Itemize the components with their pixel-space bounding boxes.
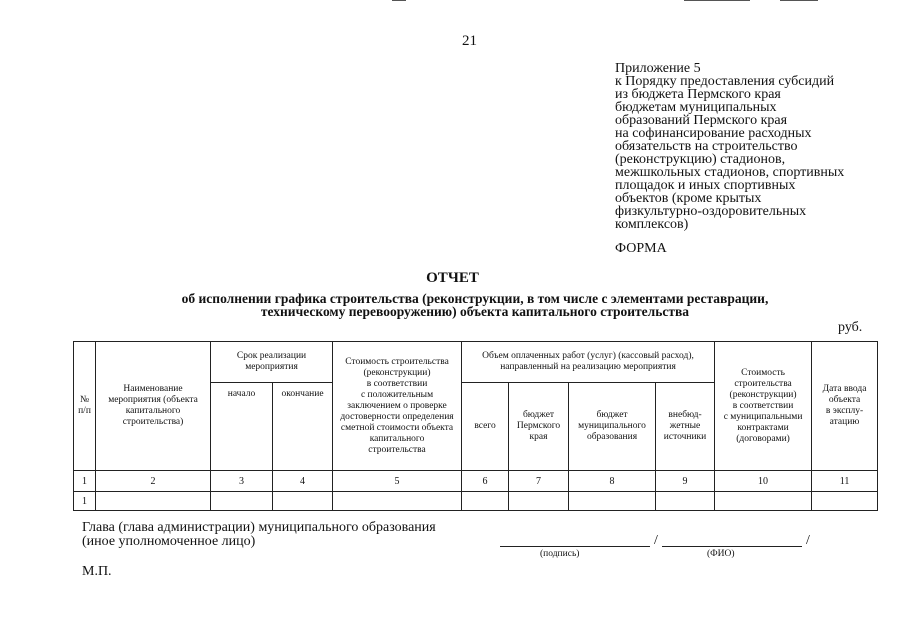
table-cell	[462, 492, 509, 511]
table-cell: 1	[74, 492, 96, 511]
page-number: 21	[462, 33, 477, 49]
signatory-line: (иное уполномоченное лицо)	[82, 534, 256, 549]
report-subtitle	[60, 292, 890, 318]
form-label: ФОРМА	[615, 241, 667, 256]
appendix-line: площадок и иных спортивных	[615, 178, 796, 193]
header-paid-group: Объем оплаченных работ (услуг) (кассовый расход), направленный на реализацию мероприятия	[462, 342, 715, 383]
appendix-line: (реконструкцию) стадионов,	[615, 152, 786, 167]
column-number: 10	[715, 471, 812, 492]
header-paid-municipal: бюджет муниципального образования	[569, 383, 656, 471]
appendix-header	[615, 62, 895, 231]
column-number: 8	[569, 471, 656, 492]
subtitle-line: об исполнении графика строительства (реконструкции, в том числе с элементами реставрации,	[181, 291, 769, 306]
appendix-line: обязательств на строительство	[615, 139, 798, 154]
signature-line	[500, 546, 650, 547]
column-number: 6	[462, 471, 509, 492]
column-number: 4	[273, 471, 333, 492]
table-cell	[273, 492, 333, 511]
subtitle-line: техническому перевооружению) объекта капитального строительства	[260, 304, 690, 319]
column-number: 2	[96, 471, 211, 492]
column-number: 9	[656, 471, 715, 492]
header-name: Наименование мероприятия (объекта капитального строительства)	[96, 342, 211, 471]
report-table	[73, 341, 878, 511]
table-cell	[715, 492, 812, 511]
seal-place: М.П.	[82, 564, 112, 579]
appendix-line: на софинансирование расходных	[615, 126, 812, 141]
table-row	[74, 492, 878, 511]
top-edge-line	[780, 0, 818, 1]
header-cost-contracts: Стоимость строительства (реконструкции) в соответствии с муниципальными контрактами (договорами)	[715, 342, 812, 471]
name-caption: (ФИО)	[707, 549, 735, 559]
table-cell	[812, 492, 878, 511]
table-cell	[656, 492, 715, 511]
header-period-group: Срок реализации мероприятия	[211, 342, 333, 383]
slash-separator: /	[806, 533, 810, 548]
appendix-line: физкультурно-оздоровительных	[615, 204, 807, 219]
appendix-line: Приложение 5	[615, 61, 701, 76]
table-cell	[333, 492, 462, 511]
report-title: ОТЧЕТ	[426, 270, 479, 286]
appendix-line: бюджетам муниципальных	[615, 100, 777, 115]
top-edge-line	[684, 0, 750, 1]
appendix-line: объектов (кроме крытых	[615, 191, 762, 206]
header-end: окончание	[273, 383, 333, 471]
column-number: 3	[211, 471, 273, 492]
signatory-title	[82, 521, 436, 549]
header-paid-total: всего	[462, 383, 509, 471]
column-number: 1	[74, 471, 96, 492]
header-paid-extrabudget: внебюд- жетные источники	[656, 383, 715, 471]
column-number: 7	[509, 471, 569, 492]
table-cell	[569, 492, 656, 511]
appendix-line: межшкольных стадионов, спортивных	[615, 165, 845, 180]
top-edge-line	[392, 0, 406, 1]
column-number: 11	[812, 471, 878, 492]
header-cost-expertise: Стоимость строительства (реконструкции) в соответствии с положительным заключением о проверке достоверности определения сметной стоимости объекта капитального строительства	[333, 342, 462, 471]
header-paid-region: бюджет Пермского края	[509, 383, 569, 471]
appendix-line: из бюджета Пермского края	[615, 87, 781, 102]
appendix-line: комплексов)	[615, 217, 689, 232]
table-cell	[509, 492, 569, 511]
table-cell	[211, 492, 273, 511]
signatory-line: Глава (глава администрации) муниципального образования	[82, 520, 436, 535]
header-number: № п/п	[74, 342, 96, 471]
column-number: 5	[333, 471, 462, 492]
header-commissioning-date: Дата ввода объекта в эксплу- атацию	[812, 342, 878, 471]
slash-separator: /	[654, 533, 658, 548]
name-line	[662, 546, 802, 547]
table-cell	[96, 492, 211, 511]
signature-caption: (подпись)	[540, 549, 580, 559]
appendix-line: к Порядку предоставления субсидий	[615, 74, 835, 89]
appendix-line: образований Пермского края	[615, 113, 788, 128]
header-start: начало	[211, 383, 273, 471]
currency-label: руб.	[838, 320, 863, 335]
